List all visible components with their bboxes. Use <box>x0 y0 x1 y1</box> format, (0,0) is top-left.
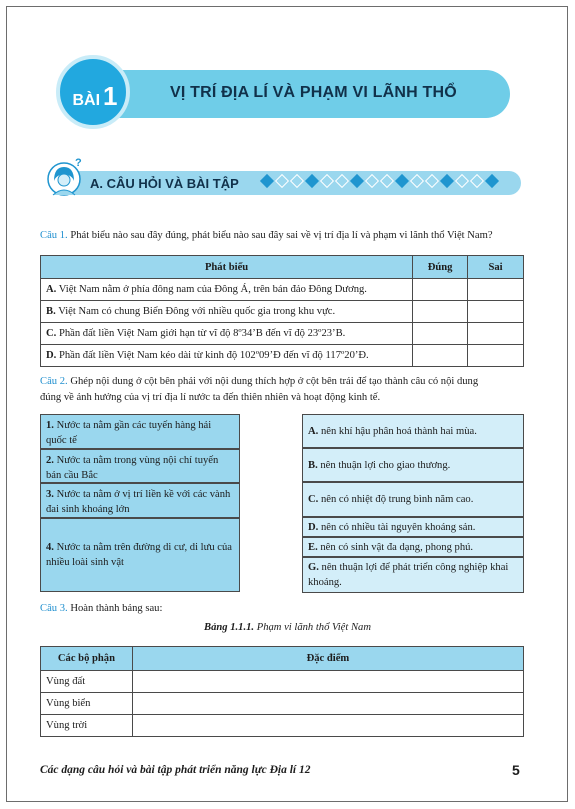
question-2-text-line2: đúng về ảnh hưởng của vị trí địa lí nước ta đến thiên nhiên và hoạt động kinh tế. <box>40 392 381 403</box>
statement-key: D. <box>46 350 57 361</box>
table-row <box>41 323 524 345</box>
diamond-icon <box>485 174 499 188</box>
match-left-text: Nước ta nằm trong vùng nội chí tuyến bán cầu Bắc <box>46 455 219 481</box>
question-1-label: Câu 1. <box>40 230 68 241</box>
true-cell[interactable] <box>413 323 468 345</box>
feature-cell[interactable] <box>132 715 523 737</box>
match-right-text: nên có nhiều tài nguyên khoáng sản. <box>320 522 476 533</box>
statement-key: B. <box>46 306 56 317</box>
table-row <box>41 301 524 323</box>
statement-cell <box>41 345 413 367</box>
lesson-number: 1 <box>103 81 118 111</box>
match-left-key: 2. <box>46 455 54 466</box>
feature-cell[interactable] <box>132 693 523 715</box>
match-right-text: nên có nhiệt độ trung bình năm cao. <box>320 494 474 505</box>
header-true: Đúng <box>413 256 468 279</box>
question-2 <box>40 374 478 406</box>
diamond-icon <box>290 174 304 188</box>
diamond-icon <box>380 174 394 188</box>
question-2-label: Câu 2. <box>40 376 68 387</box>
page-number: 5 <box>512 762 520 778</box>
question-1-text: Phát biểu nào sau đây đúng, phát biểu nào sau đây sai về vị trí địa lí và phạm vi lãnh thổ Việt Nam? <box>70 230 493 241</box>
diamond-icon <box>470 174 484 188</box>
match-right-key: D. <box>308 522 319 533</box>
lesson-title: VỊ TRÍ ĐỊA LÍ VÀ PHẠM VI LÃNH THỔ <box>170 84 457 101</box>
true-cell[interactable] <box>413 301 468 323</box>
statement-cell <box>41 323 413 345</box>
question-3 <box>40 601 162 617</box>
match-right-key: B. <box>308 460 318 471</box>
false-cell[interactable] <box>468 345 524 367</box>
true-cell[interactable] <box>413 345 468 367</box>
statement-text: Phần đất liền Việt Nam kéo dài từ kinh độ 102º09’Đ đến vĩ độ 117º20’Đ. <box>58 350 369 361</box>
table-row <box>41 279 524 301</box>
table-header-row <box>41 647 524 671</box>
table-header-row <box>41 256 524 279</box>
false-cell[interactable] <box>468 279 524 301</box>
statement-text: Việt Nam nằm ở phía đông nam của Đông Á, trên bán đảo Đông Dương. <box>58 284 367 295</box>
caption-text: Phạm vi lãnh thổ Việt Nam <box>256 622 371 633</box>
section-title: A. CÂU HỎI VÀ BÀI TẬP <box>90 176 239 191</box>
match-right-text: nên thuận lợi để phát triển công nghiệp khai khoáng. <box>308 562 509 588</box>
statement-cell <box>41 301 413 323</box>
match-right-key: E. <box>308 542 318 553</box>
question-2-text-line1: Ghép nội dung ở cột bên phải với nội dung thích hợp ở cột bên trái để tạo thành câu có nội dung <box>70 376 479 387</box>
match-right-g[interactable] <box>302 557 524 593</box>
match-left-text: Nước ta nằm gần các tuyến hàng hải quốc tế <box>46 420 212 446</box>
footer-text: Các dạng câu hỏi và bài tập phát triển năng lực Địa lí 12 <box>40 764 311 776</box>
match-right-text: nên có sinh vật đa dạng, phong phú. <box>320 542 474 553</box>
svg-text:?: ? <box>75 157 82 169</box>
match-right-d[interactable] <box>302 517 524 537</box>
diamond-decoration <box>260 176 499 186</box>
component-cell: Vùng trời <box>41 715 133 737</box>
statement-text: Phần đất liền Việt Nam giới hạn từ vĩ độ 8º34’B đến vĩ độ 23º23’B. <box>58 328 346 339</box>
match-left-3[interactable] <box>40 483 240 518</box>
true-cell[interactable] <box>413 279 468 301</box>
student-question-icon <box>44 155 84 199</box>
match-left-4[interactable] <box>40 518 240 592</box>
match-left-2[interactable] <box>40 449 240 483</box>
match-right-b[interactable] <box>302 448 524 482</box>
statement-key: A. <box>46 284 57 295</box>
header-statement: Phát biểu <box>41 256 413 279</box>
diamond-icon <box>365 174 379 188</box>
statement-cell <box>41 279 413 301</box>
table-row <box>41 345 524 367</box>
match-right-text: nên thuận lợi cho giao thương. <box>320 460 451 471</box>
component-cell: Vùng biển <box>41 693 133 715</box>
diamond-icon <box>455 174 469 188</box>
diamond-icon <box>305 174 319 188</box>
diamond-icon <box>395 174 409 188</box>
feature-cell[interactable] <box>132 671 523 693</box>
match-right-e[interactable] <box>302 537 524 557</box>
diamond-icon <box>260 174 274 188</box>
statement-key: C. <box>46 328 57 339</box>
lesson-word: BÀI <box>72 92 101 109</box>
diamond-icon <box>275 174 289 188</box>
question-3-text: Hoàn thành bảng sau: <box>70 603 163 614</box>
match-left-text: Nước ta nằm ở vị trí liền kề với các vành đai sinh khoáng lớn <box>46 489 231 515</box>
match-right-c[interactable] <box>302 482 524 517</box>
table-row <box>41 671 524 693</box>
diamond-icon <box>350 174 364 188</box>
header-component: Các bộ phận <box>41 647 133 671</box>
diamond-icon <box>335 174 349 188</box>
match-right-text: nên khí hậu phân hoá thành hai mùa. <box>320 426 477 437</box>
caption-number: Bảng 1.1.1. <box>204 622 255 633</box>
header-false: Sai <box>468 256 524 279</box>
statement-text: Việt Nam có chung Biển Đông với nhiều quốc gia trong khu vực. <box>58 306 336 317</box>
lesson-label <box>62 81 128 112</box>
match-right-key: A. <box>308 426 319 437</box>
diamond-icon <box>320 174 334 188</box>
table-row <box>41 693 524 715</box>
match-left-text: Nước ta nằm trên đường di cư, di lưu của nhiều loài sinh vật <box>46 542 232 568</box>
match-left-key: 1. <box>46 420 54 431</box>
false-cell[interactable] <box>468 323 524 345</box>
match-right-a[interactable] <box>302 414 524 448</box>
match-right-key: C. <box>308 494 319 505</box>
diamond-icon <box>440 174 454 188</box>
diamond-icon <box>410 174 424 188</box>
statement-table <box>40 255 524 367</box>
false-cell[interactable] <box>468 301 524 323</box>
territory-table <box>40 646 524 737</box>
component-cell: Vùng đất <box>41 671 133 693</box>
question-3-label: Câu 3. <box>40 603 68 614</box>
table-row <box>41 715 524 737</box>
match-right-key: G. <box>308 562 319 573</box>
diamond-icon <box>425 174 439 188</box>
match-left-key: 3. <box>46 489 54 500</box>
table-caption <box>0 622 575 633</box>
question-1 <box>40 228 493 244</box>
match-left-1[interactable] <box>40 414 240 449</box>
header-feature: Đặc điểm <box>132 647 523 671</box>
match-left-key: 4. <box>46 542 54 553</box>
